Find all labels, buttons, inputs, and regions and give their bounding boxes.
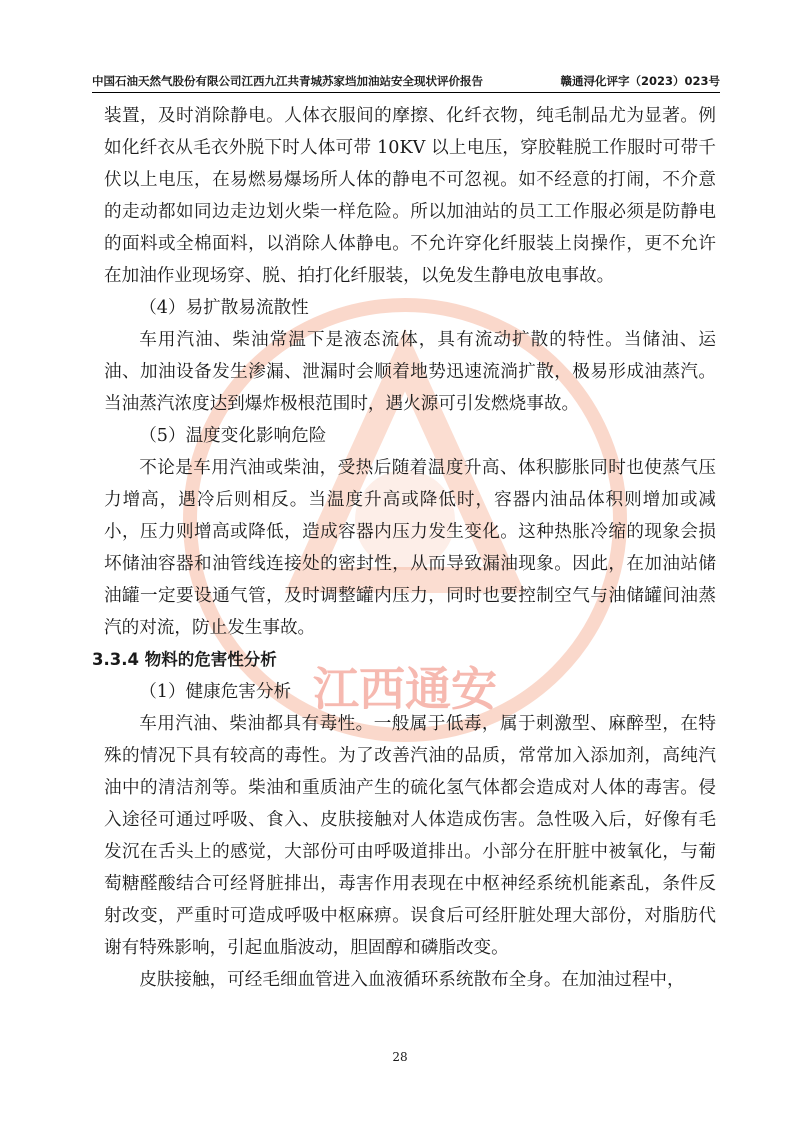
paragraph-skin-contact: 皮肤接触，可经毛细血管进入血液循环系统散布全身。在加油过程中，	[139, 970, 685, 990]
subheading-temperature: （5）温度变化影响危险	[139, 426, 327, 446]
page-number: 28	[392, 1050, 408, 1064]
paragraph-static-electricity: 装置，及时消除静电。人体衣服间的摩擦、化纤衣物，纯毛制品尤为显著。例如化纤衣从毛衣外脱下时人体可带 10KV 以上电压，穿胶鞋脱工作服时可带千伏以上电压，在易燃易爆场所人体的静电不可忽视。如不经意的打闹，不介意的走动都如同边走边划火柴一样危险。所以加油站的员工工作服必须是防静电的面料或全棉面料，以消除人体静电。不允许穿化纤服装上岗操作，更不允许在加油作业现场穿、脱、拍打化纤服装，以免发生静电放电事故。	[104, 106, 716, 286]
paragraph-health-hazard: 车用汽油、柴油都具有毒性。一般属于低毒，属于刺激型、麻醉型，在特殊的情况下具有较高的毒性。为了改善汽油的品质，常常加入添加剂，高纯汽油中的清洁剂等。柴油和重质油产生的硫化氢气体都会造成对人体的毒害。侵入途径可通过呼吸、食入、皮肤接触对人体造成伤害。急性吸入后，好像有毛发沉在舌头上的感觉，大部份可由呼吸道排出。小部分在肝脏中被氧化，与葡萄糖醛酸结合可经肾脏排出，毒害作用表现在中枢神经系统机能紊乱，条件反射改变，严重时可造成呼吸中枢麻痹。误食后可经肝脏处理大部份，对脂肪代谢有特殊影响，引起血脂波动，胆固醇和磷脂改变。	[104, 714, 716, 958]
subheading-diffusion: （4）易扩散易流散性	[139, 298, 309, 318]
paragraph-diffusion: 车用汽油、柴油常温下是液态流体，具有流动扩散的特性。当储油、运油、加油设备发生渗漏、泄漏时会顺着地势迅速流淌扩散，极易形成油蒸汽。当油蒸汽浓度达到爆炸极根范围时，遇火源可引发燃烧事故。	[104, 330, 716, 414]
header-report-number: 赣通浔化评字（2023）023号	[560, 74, 720, 88]
header-report-title: 中国石油天然气股份有限公司江西九江共青城苏家垱加油站安全现状评价报告	[92, 74, 483, 88]
subheading-health-hazard: （1）健康危害分析	[139, 682, 292, 702]
page-header	[92, 72, 720, 93]
section-heading-hazard-analysis: 3.3.4 物料的危害性分析	[92, 650, 277, 669]
watermark-text: 江西通安	[313, 662, 497, 716]
paragraph-temperature: 不论是车用汽油或柴油，受热后随着温度升高、体积膨胀同时也使蒸气压力增高，遇冷后则相反。当温度升高或降低时，容器内油品体积则增加或减小，压力则增高或降低，造成容器内压力发生变化。这种热胀冷缩的现象会损坏储油容器和油管线连接处的密封性，从而导致漏油现象。因此，在加油站储油罐一定要设通气管，及时调整罐内压力，同时也要控制空气与油储罐间油蒸汽的对流，防止发生事故。	[104, 458, 716, 638]
page-body	[92, 100, 716, 996]
